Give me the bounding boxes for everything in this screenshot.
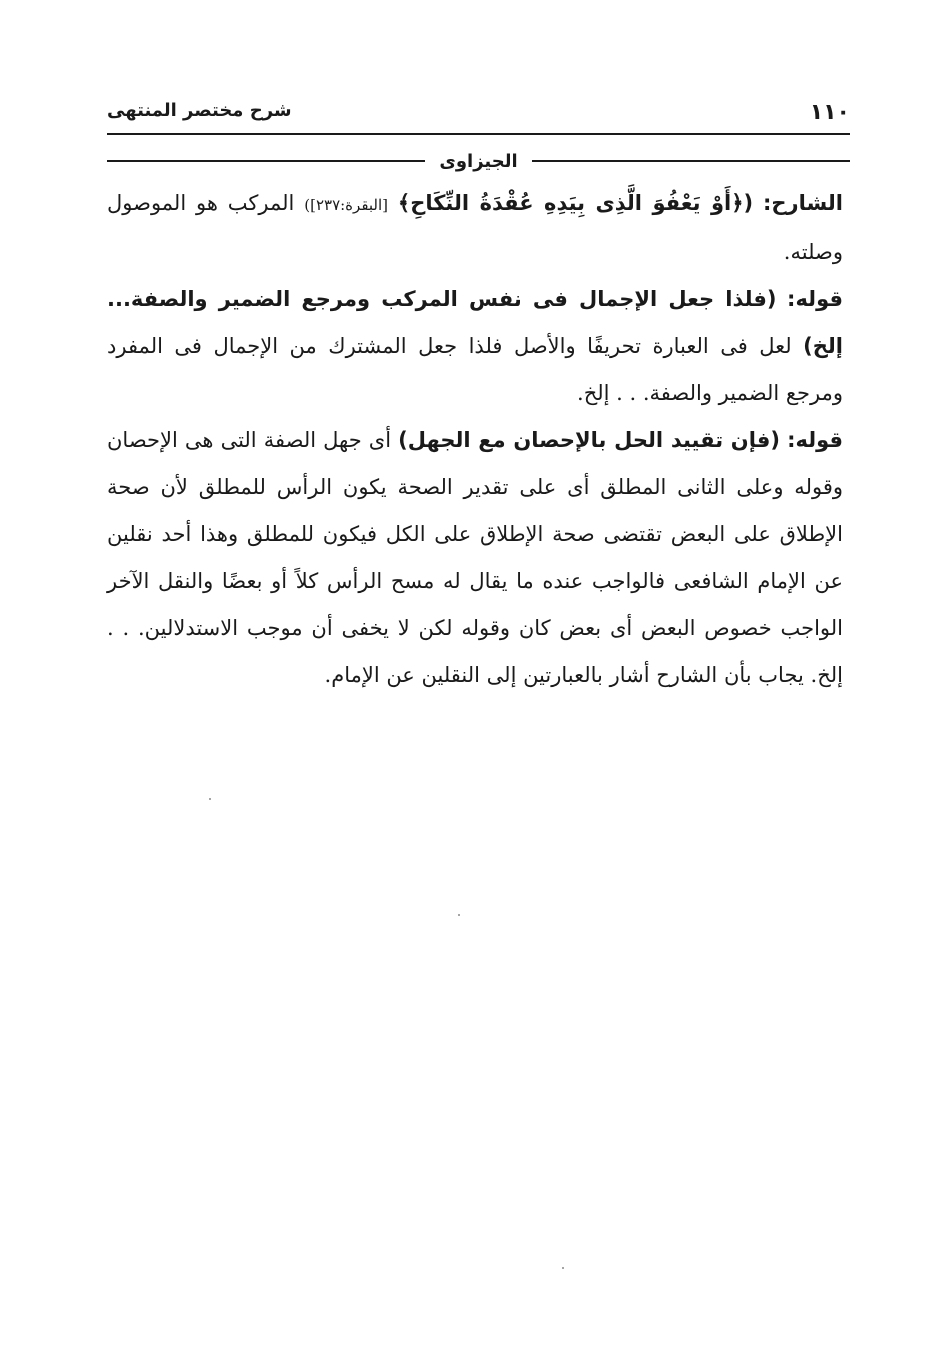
paragraph-lead: قوله:	[787, 428, 843, 452]
heading-rule-left	[107, 160, 425, 162]
section-heading	[107, 146, 850, 176]
scan-speck	[209, 798, 211, 800]
quoted-phrase: (فإن تقييد الحل بالإحصان مع الجهل)	[398, 428, 780, 452]
quoted-phrase: (فلذا جعل الإجمال فى نفس المركب ومرجع الضمير والصفة... إلخ)	[107, 287, 843, 358]
paragraph-text: لعل فى العبارة تحريفًا والأصل فلذا جعل المشترك من الإجمال فى المفرد ومرجع الضمير والصفة. . . إلخ.	[107, 334, 843, 405]
paragraph-quote-1	[107, 276, 843, 417]
paragraph-lead: قوله:	[787, 287, 843, 311]
book-title: شرح مختصر المنتهى	[107, 100, 292, 121]
paragraph-lead: الشارح:	[763, 191, 843, 215]
verse-reference: [البقرة:٢٣٧])	[304, 196, 389, 214]
page-number: ١١٠	[809, 100, 850, 125]
body-text	[107, 180, 843, 699]
scan-speck	[458, 914, 460, 916]
heading-rule-right	[532, 160, 850, 162]
scan-speck	[562, 1267, 564, 1269]
paragraph-text: المركب هو الموصول وصلته.	[107, 191, 843, 264]
paragraph-quote-2	[107, 417, 843, 699]
quran-quote: (﴿أَوْ يَعْفُوَ الَّذِى بِيَدِهِ عُقْدَةُ النِّكَاحِ﴾	[397, 191, 754, 215]
header-rule	[107, 133, 850, 135]
running-header	[107, 98, 850, 134]
paragraph-text: أى جهل الصفة التى هى الإحصان وقوله وعلى الثانى المطلق أى على تقدير الصحة يكون الرأس للمطلق لأن صحة الإطلاق على البعض تقتضى صحة الإطلاق على الكل فيكون للمطلق وهذا أحد نقلين عن الإمام الشافعى فالواجب عنده ما يقال له مسح الرأس كلاً أو بعضًا والنقل الآخر الواجب خصوص البعض أى بعض كان وقوله لكن لا يخفى أن موجب الاستدلالين. . . إلخ. يجاب بأن الشارح أشار بالعبارتين إلى النقلين عن الإمام.	[107, 428, 843, 687]
paragraph-commentator	[107, 180, 843, 276]
section-title: الجيزاوى	[439, 150, 518, 172]
